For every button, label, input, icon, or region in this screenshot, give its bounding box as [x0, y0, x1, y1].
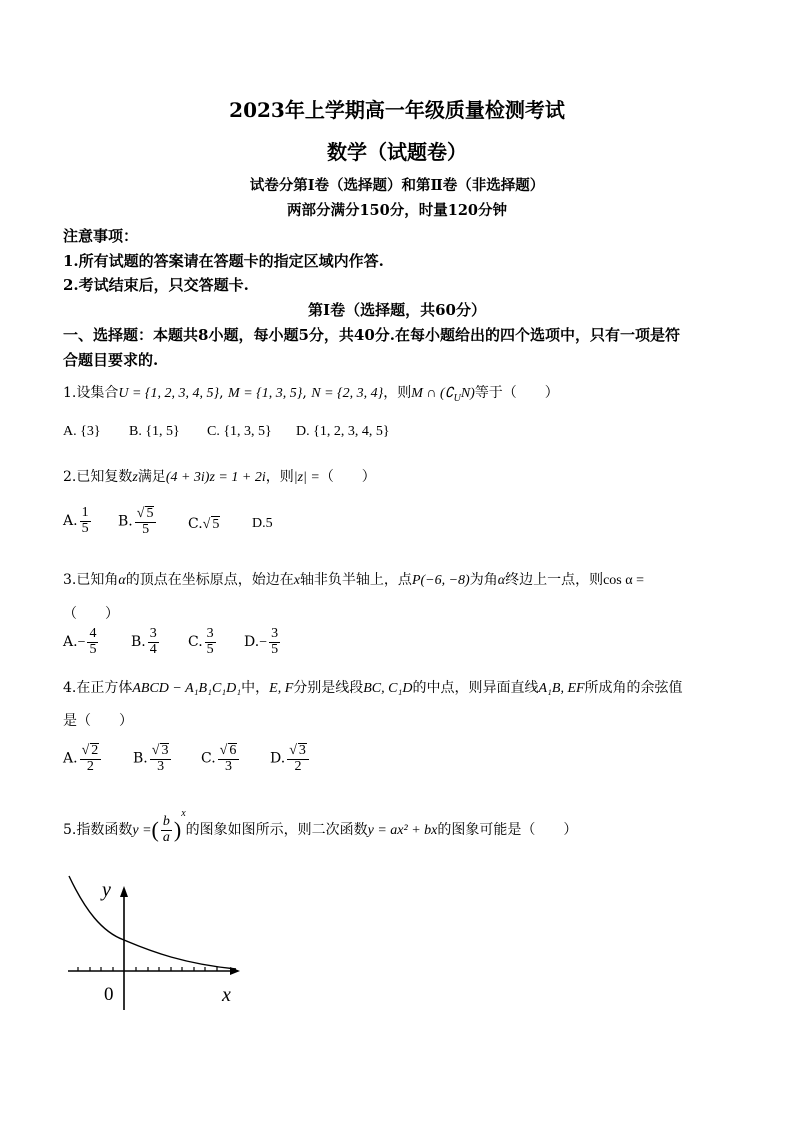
q5-quadratic: y = ax² + bx: [367, 823, 438, 838]
q3-option-d-fraction: $\frac{3}{5}$: [271, 626, 279, 657]
q2-prefix: 2.已知复数: [63, 469, 133, 485]
q3-option-b-fraction: $\frac{3}{4}$: [149, 626, 157, 657]
q4-line-2: 是（ ）: [63, 713, 133, 729]
notice-item-2: 2.考试结束后，只交答题卡.: [63, 276, 249, 294]
q1-set-u: U = {1, 2, 3, 4, 5}: [118, 386, 220, 401]
q4-option-b[interactable]: B. $\frac{√ 3}{3}$: [133, 743, 173, 774]
exponential-curve: [69, 876, 236, 969]
q1-option-c[interactable]: C. {1, 3, 5}: [207, 424, 272, 439]
q2-z: z: [132, 470, 138, 485]
question-2: [63, 466, 376, 486]
q4-option-b-fraction: $\frac{√ 3}{3}$: [150, 743, 172, 774]
q4-option-d[interactable]: D. $\frac{√ 3}{2}$: [270, 743, 311, 774]
question-5: 5.指数函数y =( $\frac{b}{a}$ )$^x$的图象如图所示，则二次函数y = ax² + bx的图象可能是（ ）: [63, 808, 578, 845]
q2-option-c[interactable]: C.√ 5: [188, 516, 220, 532]
q2-option-d[interactable]: D.5: [252, 516, 273, 531]
q3-option-a[interactable]: A.− $\frac{4}{5}$: [63, 626, 97, 657]
q3-prefix: 3.已知角: [63, 572, 119, 588]
exponential-graph: [60, 870, 250, 1015]
exam-subtitle: 数学（试题卷）: [327, 140, 467, 164]
q2-suffix: （ ）: [319, 469, 376, 485]
q1-expr-sub: U: [453, 392, 461, 404]
q2-equation: (4 + 3i)z = 1 + 2i: [165, 470, 266, 485]
section-instruction-line2: 合题目要求的.: [63, 351, 159, 369]
q4-option-d-fraction: $\frac{√ 3}{2}$: [287, 743, 309, 774]
question-4: 4.在正方体ABCD − A₁B₁C₁D₁中，E, F分别是线段BC, C₁D的中点，则异面直线A₁B, EF所成角的余弦值: [63, 680, 683, 696]
q4-option-a[interactable]: A. $\frac{√ 2}{2}$: [63, 743, 103, 774]
q1-set-n: N = {2, 3, 4}: [311, 386, 384, 401]
q2-option-b[interactable]: B. $\frac{√ 5}{5}$: [118, 506, 158, 537]
q4-cube: ABCD − A₁B₁C₁D₁: [132, 681, 242, 696]
section-instruction-line1: 一、选择题：本题共8小题，每小题5分，共40分.在每小题给出的四个选项中，只有一项是符: [63, 326, 680, 344]
q1-set-m: M = {1, 3, 5}: [228, 386, 303, 401]
q4-option-c[interactable]: C. $\frac{√ 6}{3}$: [201, 743, 241, 774]
question-3: 3.已知角α的顶点在坐标原点，始边在x轴非负半轴上，点P(−6, −8)为角α终边上一点，则cos α =: [63, 572, 644, 588]
q2-then: ，则: [265, 469, 294, 485]
graph-origin-label: 0: [104, 984, 114, 1005]
q2-option-b-fraction: $\frac{√ 5}{5}$: [135, 506, 157, 537]
q3-option-a-fraction: $\frac{4}{5}$: [89, 626, 97, 657]
q2-option-c-radicand: 5: [212, 517, 220, 532]
q5-prefix: 5.指数函数: [63, 822, 133, 838]
q4-option-a-fraction: $\frac{√ 2}{2}$: [80, 743, 102, 774]
q2-mid: 满足: [137, 469, 166, 485]
notice-heading: 注意事项：: [63, 227, 139, 245]
q3-option-b[interactable]: B. $\frac{3}{4}$: [131, 626, 157, 657]
q4-prefix: 4.在正方体: [63, 680, 133, 696]
q1-option-a[interactable]: A. {3}: [63, 424, 101, 439]
section-title: 第Ⅰ卷（选择题，共60分）: [308, 301, 486, 319]
graph-y-arrow: [120, 886, 128, 897]
q1-expr: M ∩ (∁: [411, 386, 454, 401]
q4-option-c-fraction: $\frac{√ 6}{3}$: [218, 743, 240, 774]
q3-alpha: α: [118, 573, 126, 588]
q1-expr-end: N): [460, 386, 475, 401]
graph-x-label: x: [222, 984, 231, 1006]
graph-y-label: y: [102, 879, 111, 901]
q1-prefix: 1.设集合: [63, 385, 119, 401]
q3-answer-paren: （ ）: [63, 606, 119, 622]
q3-point: P(−6, −8): [411, 573, 470, 588]
exam-title: 2023年上学期高一年级质量检测考试: [229, 98, 565, 122]
q3-cos: cos α =: [603, 573, 644, 588]
q2-option-a-fraction: $\frac{1}{5}$: [81, 505, 89, 536]
q5-base-fraction: $\frac{b}{a}$: [162, 813, 170, 845]
q2-abs: |z| =: [293, 470, 320, 485]
q3-option-c[interactable]: C. $\frac{3}{5}$: [188, 626, 214, 657]
q1-option-b[interactable]: B. {1, 5}: [129, 424, 180, 439]
exam-score-time-line: 两部分满分150分，时量120分钟: [286, 202, 508, 219]
q1-mid: ，则: [383, 385, 412, 401]
notice-item-1: 1.所有试题的答案请在答题卡的指定区域内作答.: [63, 252, 384, 270]
q1-option-d[interactable]: D. {1, 2, 3, 4, 5}: [296, 424, 390, 439]
q1-suffix: 等于（ ）: [474, 385, 559, 401]
q5-exponent: x: [181, 808, 186, 819]
exam-structure-line: 试卷分第Ⅰ卷（选择题）和第Ⅱ卷（非选择题）: [249, 177, 545, 194]
question-1: 1.设集合U = {1, 2, 3, 4, 5}, M = {1, 3, 5}, N = {2, 3, 4}，则M ∩ $(∁_UN)$等于（ ）: [63, 385, 559, 404]
q3-option-c-fraction: $\frac{3}{5}$: [206, 626, 214, 657]
q3-option-d[interactable]: D.− $\frac{3}{5}$: [244, 626, 279, 657]
q2-option-a[interactable]: A. $\frac{1}{5}$: [63, 505, 89, 536]
